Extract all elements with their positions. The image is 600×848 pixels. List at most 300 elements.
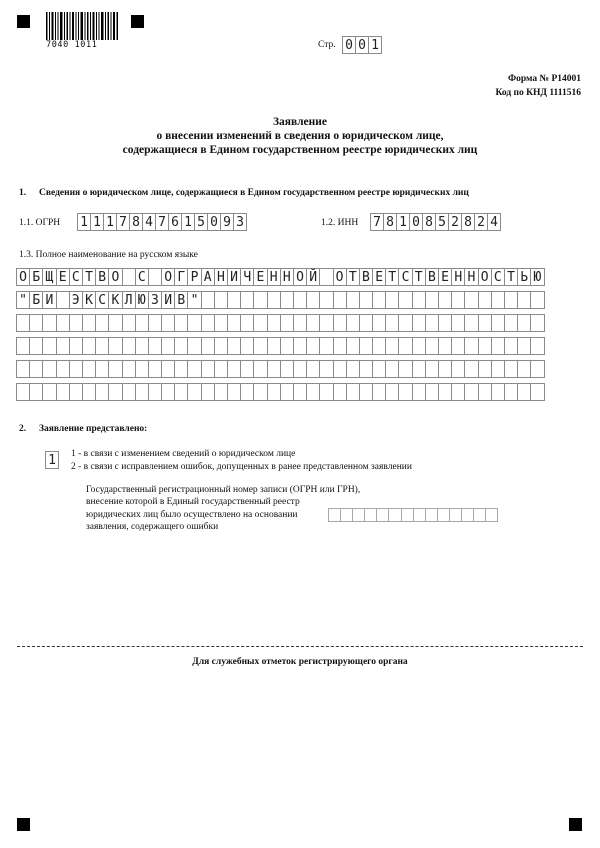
full-name-char-cell (227, 383, 241, 401)
full-name-char-cell (517, 337, 531, 355)
full-name-char-cell (56, 291, 70, 309)
full-name-char-cell (412, 291, 426, 309)
document-title (0, 115, 600, 157)
full-name-char-cell (451, 337, 465, 355)
full-name-char-cell (398, 291, 412, 309)
corner-marker-top-right (131, 15, 144, 28)
full-name-char-cell (306, 337, 320, 355)
full-name-char-cell (425, 360, 439, 378)
full-name-char-cell (280, 383, 294, 401)
inn-digit-cell: 1 (396, 213, 410, 231)
full-name-char-cell (214, 291, 228, 309)
full-name-char-cell: Б (29, 291, 43, 309)
full-name-char-cell (491, 383, 505, 401)
full-name-char-cell (280, 291, 294, 309)
full-name-char-cell (491, 360, 505, 378)
form-number: Форма № Р14001 (507, 74, 581, 84)
full-name-row (17, 383, 545, 401)
full-name-char-cell (517, 383, 531, 401)
full-name-char-cell (214, 337, 228, 355)
option-1-text: 1 - в связи с изменением сведений о юридическом лице (71, 449, 296, 459)
full-name-char-cell (504, 383, 518, 401)
ogrn-digit-cell: 8 (129, 213, 143, 231)
full-name-char-cell (227, 314, 241, 332)
full-name-char-cell (161, 314, 175, 332)
full-name-char-cell (359, 314, 373, 332)
full-name-char-cell (29, 383, 43, 401)
full-name-char-cell: Ь (517, 268, 531, 286)
ogrn-digit-cell: 4 (142, 213, 156, 231)
full-name-char-cell (425, 383, 439, 401)
full-name-char-cell (504, 291, 518, 309)
full-name-char-cell (464, 383, 478, 401)
full-name-char-cell (306, 360, 320, 378)
full-name-char-cell: К (82, 291, 96, 309)
full-name-row (17, 337, 545, 355)
full-name-char-cell (16, 360, 30, 378)
full-name-char-cell (385, 383, 399, 401)
full-name-char-cell (346, 360, 360, 378)
full-name-char-cell: Л (122, 291, 136, 309)
full-name-char-cell (187, 314, 201, 332)
full-name-char-cell (398, 337, 412, 355)
full-name-char-cell: О (161, 268, 175, 286)
full-name-char-cell (293, 291, 307, 309)
full-name-char-cell (240, 291, 254, 309)
full-name-char-cell (478, 360, 492, 378)
full-name-char-cell (187, 360, 201, 378)
full-name-char-cell (69, 360, 83, 378)
full-name-char-cell (135, 383, 149, 401)
full-name-char-cell (148, 383, 162, 401)
full-name-char-cell: Й (306, 268, 320, 286)
full-name-char-cell (412, 383, 426, 401)
full-name-char-cell (504, 360, 518, 378)
full-name-char-cell (42, 383, 56, 401)
title-line-1: Заявление (272, 116, 327, 128)
full-name-char-cell (267, 360, 281, 378)
full-name-char-cell: А (201, 268, 215, 286)
full-name-char-cell (530, 360, 544, 378)
full-name-char-cell (478, 314, 492, 332)
full-name-char-cell (438, 314, 452, 332)
full-name-char-cell (293, 360, 307, 378)
full-name-char-cell (227, 337, 241, 355)
full-name-char-cell (398, 360, 412, 378)
ogrn-digit-cell: 9 (220, 213, 234, 231)
full-name-char-cell (161, 360, 175, 378)
full-name-char-cell: К (108, 291, 122, 309)
full-name-char-cell (214, 314, 228, 332)
full-name-char-cell (293, 337, 307, 355)
full-name-char-cell (82, 383, 96, 401)
full-name-char-cell: С (135, 268, 149, 286)
full-name-char-cell: О (478, 268, 492, 286)
page-digit-cell: 0 (342, 36, 356, 54)
full-name-char-cell (319, 360, 333, 378)
full-name-char-cell (333, 291, 347, 309)
full-name-char-cell (451, 360, 465, 378)
ogrn-digit-cell: 1 (90, 213, 104, 231)
full-name-char-cell (372, 337, 386, 355)
inn-digit-cell: 8 (383, 213, 397, 231)
full-name-char-cell (253, 360, 267, 378)
full-name-char-cell (108, 337, 122, 355)
full-name-char-cell (82, 360, 96, 378)
full-name-char-cell (425, 314, 439, 332)
ogrn-digit-cell: 7 (116, 213, 130, 231)
full-name-char-cell (346, 383, 360, 401)
full-name-char-cell (69, 383, 83, 401)
full-name-char-cell (240, 360, 254, 378)
full-name-char-cell (491, 314, 505, 332)
full-name-char-cell (16, 383, 30, 401)
inn-digit-cell: 8 (422, 213, 436, 231)
full-name-char-cell (280, 314, 294, 332)
full-name-char-cell (95, 360, 109, 378)
full-name-char-cell (201, 291, 215, 309)
full-name-char-cell (56, 383, 70, 401)
full-name-char-cell: Н (280, 268, 294, 286)
full-name-char-cell: И (227, 268, 241, 286)
full-name-char-cell (56, 337, 70, 355)
full-name-char-cell: Т (412, 268, 426, 286)
ogrn-digit-cell: 3 (233, 213, 247, 231)
full-name-char-cell (372, 291, 386, 309)
full-name-char-cell (201, 383, 215, 401)
full-name-char-cell (517, 360, 531, 378)
full-name-char-cell (319, 383, 333, 401)
title-line-2: о внесении изменений в сведения о юридическом лице, (156, 130, 444, 142)
full-name-char-cell: О (108, 268, 122, 286)
full-name-char-cell: О (333, 268, 347, 286)
full-name-char-cell: Ю (135, 291, 149, 309)
full-name-char-cell (253, 383, 267, 401)
inn-digit-cell: 4 (487, 213, 501, 231)
full-name-char-cell (95, 314, 109, 332)
full-name-char-cell (372, 383, 386, 401)
full-name-char-cell (346, 337, 360, 355)
full-name-char-cell: Э (69, 291, 83, 309)
full-name-char-cell (267, 383, 281, 401)
full-name-char-cell: Е (438, 268, 452, 286)
section-1-title: Сведения о юридическом лице, содержащиеся в Едином государственном реестре юридических лиц (39, 188, 469, 198)
full-name-char-cell (240, 314, 254, 332)
corner-marker-bottom-left (17, 818, 30, 831)
page-number-cells (342, 36, 382, 54)
full-name-char-cell (122, 383, 136, 401)
full-name-char-cell: Ч (240, 268, 254, 286)
full-name-char-cell (372, 360, 386, 378)
official-use-heading: Для служебных отметок регистрирующего органа (192, 657, 408, 667)
inn-digit-cell: 0 (409, 213, 423, 231)
full-name-char-cell (346, 314, 360, 332)
full-name-char-cell (29, 337, 43, 355)
application-type-cell (45, 451, 59, 469)
full-name-char-cell (491, 337, 505, 355)
form-knd-code: Код по КНД 1111516 (495, 88, 581, 98)
full-name-char-cell (214, 360, 228, 378)
full-name-char-cell (478, 337, 492, 355)
full-name-char-cell: Е (253, 268, 267, 286)
inn-digit-cell: 7 (370, 213, 384, 231)
full-name-char-cell (306, 383, 320, 401)
full-name-char-cell (464, 314, 478, 332)
full-name-char-cell (425, 291, 439, 309)
full-name-char-cell: О (293, 268, 307, 286)
full-name-char-cell: " (187, 291, 201, 309)
full-name-row (17, 291, 545, 309)
full-name-char-cell (464, 291, 478, 309)
full-name-char-cell: Щ (42, 268, 56, 286)
corner-marker-bottom-right (569, 818, 582, 831)
full-name-char-cell (359, 360, 373, 378)
full-name-char-cell (359, 337, 373, 355)
full-name-char-cell (227, 360, 241, 378)
full-name-char-cell (385, 291, 399, 309)
ogrn-label: 1.1. ОГРН (19, 218, 61, 228)
ogrn-digit-cell: 1 (103, 213, 117, 231)
full-name-char-cell: Т (82, 268, 96, 286)
grn-text-line: заявления, содержащего ошибки (86, 522, 219, 533)
full-name-char-cell (82, 314, 96, 332)
full-name-char-cell (187, 337, 201, 355)
full-name-char-cell (293, 383, 307, 401)
full-name-char-cell: Е (56, 268, 70, 286)
full-name-char-cell (267, 291, 281, 309)
full-name-char-cell (122, 360, 136, 378)
grn-cells (328, 508, 498, 522)
full-name-char-cell: Г (174, 268, 188, 286)
full-name-char-cell: Н (267, 268, 281, 286)
full-name-char-cell (42, 360, 56, 378)
full-name-char-cell: Т (385, 268, 399, 286)
inn-digit-cell: 2 (448, 213, 462, 231)
full-name-char-cell (333, 337, 347, 355)
full-name-char-cell (253, 337, 267, 355)
full-name-char-cell (306, 291, 320, 309)
full-name-char-cell (42, 337, 56, 355)
full-name-char-cell (333, 383, 347, 401)
full-name-char-cell (319, 337, 333, 355)
full-name-char-cell: Б (29, 268, 43, 286)
full-name-char-cell: З (148, 291, 162, 309)
full-name-char-cell (319, 291, 333, 309)
full-name-char-cell (333, 314, 347, 332)
page-digit-cell: 1 (368, 36, 382, 54)
full-name-char-cell (253, 291, 267, 309)
full-name-char-cell (517, 314, 531, 332)
official-use-separator (17, 646, 583, 647)
full-name-char-cell (385, 337, 399, 355)
full-name-char-cell (227, 291, 241, 309)
full-name-char-cell (122, 268, 136, 286)
full-name-char-cell (108, 383, 122, 401)
grn-text-line: Государственный регистрационный номер записи (ОГРН или ГРН), (86, 485, 361, 495)
full-name-char-cell (16, 337, 30, 355)
full-name-char-cell (530, 291, 544, 309)
full-name-char-cell (517, 291, 531, 309)
inn-cells (370, 213, 501, 231)
full-name-char-cell (530, 337, 544, 355)
full-name-char-cell: С (69, 268, 83, 286)
barcode (46, 12, 118, 42)
full-name-char-cell (174, 360, 188, 378)
full-name-char-cell (240, 383, 254, 401)
ogrn-digit-cell: 1 (181, 213, 195, 231)
full-name-char-cell (135, 337, 149, 355)
full-name-char-cell (412, 337, 426, 355)
full-name-char-cell (359, 291, 373, 309)
page-digit-cell: 0 (355, 36, 369, 54)
inn-label: 1.2. ИНН (321, 218, 359, 228)
full-name-char-cell (451, 383, 465, 401)
barcode-number: 7040 1011 (46, 40, 98, 50)
section-2-title: Заявление представлено: (39, 424, 148, 434)
full-name-char-cell (425, 337, 439, 355)
full-name-row (17, 360, 545, 378)
full-name-char-cell (293, 314, 307, 332)
grn-text-line: юридических лиц было осуществлено на основании (86, 509, 298, 520)
full-name-char-cell (16, 314, 30, 332)
full-name-char-cell (319, 314, 333, 332)
full-name-char-cell (319, 268, 333, 286)
corner-marker-top-left (17, 15, 30, 28)
full-name-char-cell (438, 360, 452, 378)
full-name-char-cell: Е (372, 268, 386, 286)
inn-digit-cell: 2 (474, 213, 488, 231)
full-name-char-cell: О (16, 268, 30, 286)
full-name-char-cell (412, 314, 426, 332)
full-name-char-cell (306, 314, 320, 332)
full-name-char-cell (201, 360, 215, 378)
full-name-char-cell (148, 360, 162, 378)
grn-description (86, 484, 360, 534)
ogrn-digit-cell: 0 (207, 213, 221, 231)
full-name-char-cell (201, 314, 215, 332)
full-name-char-cell: Н (451, 268, 465, 286)
full-name-char-cell (69, 337, 83, 355)
full-name-char-cell (148, 337, 162, 355)
full-name-char-cell (187, 383, 201, 401)
full-name-char-cell (161, 383, 175, 401)
full-name-char-cell: В (95, 268, 109, 286)
full-name-char-cell: В (174, 291, 188, 309)
full-name-char-cell (95, 337, 109, 355)
full-name-char-cell (438, 291, 452, 309)
ogrn-digit-cell: 5 (194, 213, 208, 231)
full-name-char-cell: Т (346, 268, 360, 286)
full-name-char-cell (253, 314, 267, 332)
application-type-value: 1 (45, 451, 59, 469)
full-name-char-cell (42, 314, 56, 332)
full-name-char-cell: В (359, 268, 373, 286)
full-name-char-cell (451, 291, 465, 309)
full-name-char-cell (372, 314, 386, 332)
full-name-char-cell (135, 314, 149, 332)
section-2-number: 2. (19, 424, 27, 434)
full-name-char-cell (451, 314, 465, 332)
full-name-char-cell: И (42, 291, 56, 309)
section-1-number: 1. (19, 188, 27, 198)
inn-digit-cell: 8 (461, 213, 475, 231)
full-name-char-cell: В (425, 268, 439, 286)
full-name-char-cell (108, 314, 122, 332)
full-name-char-cell: " (16, 291, 30, 309)
full-name-char-cell (267, 314, 281, 332)
full-name-char-cell (504, 337, 518, 355)
full-name-char-cell (56, 360, 70, 378)
full-name-char-cell: Р (187, 268, 201, 286)
full-name-char-cell (346, 291, 360, 309)
full-name-char-cell (478, 383, 492, 401)
full-name-char-cell (438, 383, 452, 401)
full-name-char-cell (82, 337, 96, 355)
full-name-row (17, 268, 545, 286)
full-name-char-cell (108, 360, 122, 378)
full-name-char-cell (398, 383, 412, 401)
full-name-char-cell (201, 337, 215, 355)
full-name-char-cell: С (95, 291, 109, 309)
ogrn-digit-cell: 7 (155, 213, 169, 231)
full-name-char-cell: С (398, 268, 412, 286)
full-name-char-cell: Т (504, 268, 518, 286)
full-name-char-cell: Н (464, 268, 478, 286)
full-name-char-cell (135, 360, 149, 378)
full-name-char-cell (148, 268, 162, 286)
full-name-char-cell (464, 360, 478, 378)
ogrn-cells (77, 213, 247, 231)
full-name-char-cell (174, 383, 188, 401)
full-name-char-cell: С (491, 268, 505, 286)
full-name-char-cell (161, 337, 175, 355)
full-name-char-cell: Н (214, 268, 228, 286)
full-name-char-cell (29, 314, 43, 332)
full-name-char-cell (438, 337, 452, 355)
full-name-char-cell (56, 314, 70, 332)
full-name-row (17, 314, 545, 332)
page-label: Стр. (318, 40, 336, 50)
full-name-char-cell (29, 360, 43, 378)
full-name-char-cell (398, 314, 412, 332)
full-name-char-cell (464, 337, 478, 355)
full-name-char-cell (333, 360, 347, 378)
full-name-char-cell: Ю (530, 268, 544, 286)
grn-text-line: внесение которой в Единый государственный реестр (86, 497, 300, 508)
option-2-text: 2 - в связи с исправлением ошибок, допущенных в ранее представленном заявлении (71, 462, 412, 472)
full-name-label: 1.3. Полное наименование на русском языке (19, 250, 198, 260)
full-name-char-cell (530, 383, 544, 401)
full-name-char-cell (95, 383, 109, 401)
full-name-char-cell (385, 314, 399, 332)
full-name-char-cell (69, 314, 83, 332)
full-name-char-cell (240, 337, 254, 355)
full-name-char-cell (174, 337, 188, 355)
ogrn-digit-cell: 6 (168, 213, 182, 231)
full-name-char-cell (148, 314, 162, 332)
full-name-char-cell (385, 360, 399, 378)
full-name-char-cell (174, 314, 188, 332)
full-name-char-cell: И (161, 291, 175, 309)
full-name-char-cell (280, 360, 294, 378)
grn-digit-cell (485, 508, 498, 522)
full-name-char-cell (122, 337, 136, 355)
full-name-char-cell (491, 291, 505, 309)
full-name-char-cell (412, 360, 426, 378)
full-name-char-cell (122, 314, 136, 332)
full-name-char-cell (504, 314, 518, 332)
full-name-char-cell (267, 337, 281, 355)
